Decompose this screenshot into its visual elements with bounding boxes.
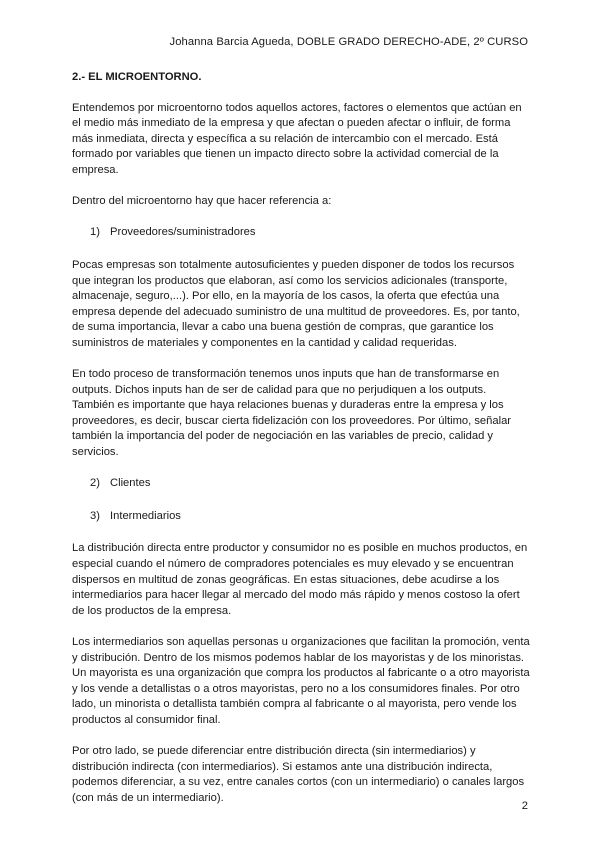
paragraph-intermediarios: Los intermediarios son aquellas personas u organizaciones que facilitan la promoción, venta y distribución. Dentro de los mismos podemos hablar de los mayoristas y de los minoristas. Un mayorista es una organización que compra los productos al fabricante o a otro mayorista y los vende a detallistas o a otros mayoristas, pero no a los consumidores finales. Por otro lado, un minorista o detallista también compra al fabricante o al mayorista, pero vende los productos al consumidor final. bbox=[72, 636, 530, 726]
page-header: Johanna Barcia Agueda, DOBLE GRADO DERECHO-ADE, 2º CURSO bbox=[169, 36, 528, 48]
document-body bbox=[72, 70, 530, 822]
list-item-intermediarios bbox=[72, 509, 530, 525]
page-number: 2 bbox=[521, 800, 528, 812]
list-item-number: 2) bbox=[90, 477, 100, 490]
list-item-proveedores bbox=[72, 225, 530, 241]
list-item-label: Proveedores/suministradores bbox=[110, 226, 256, 239]
section-heading: 2.- EL MICROENTORNO. bbox=[72, 71, 202, 83]
list-item-number: 1) bbox=[90, 226, 100, 239]
paragraph-inputs-outputs: En todo proceso de transformación tenemos unos inputs que han de transformarse en outputs. Dichos inputs han de ser de calidad para que no perjudiquen a los outputs. También es importante que haya relaciones buenas y duraderas entre la empresa y los proveedores, es decir, buscar cierta fidelización con los proveedores. Por último, señalar también la importancia del poder de negociación en las variables de precio, calidad y servicios. bbox=[72, 368, 512, 459]
list-item-label: Clientes bbox=[110, 477, 151, 490]
paragraph-intro-list: Dentro del microentorno hay que hacer referencia a: bbox=[72, 195, 332, 208]
paragraph-proveedores: Pocas empresas son totalmente autosuficientes y pueden disponer de todos los recursos que integran los productos que elaboran, así como los servicios adicionales (transporte, almacenaje, seguro,...). Por ello, en la mayoría de los casos, la oferta que efectúa una empresa depende del adecuado suministro de una multitud de proveedores. Es, por tanto, de suma importancia, llevar a cabo una buena gestión de compras, que garantice los suministros de materiales y componentes en la cantidad y calidad requeridas. bbox=[72, 258, 520, 349]
paragraph-definition: Entendemos por microentorno todos aquellos actores, factores o elementos que actúan en el medio más inmediato de la empresa y que afectan o pueden afectar o influir, de forma más inmediata, directa y específica a su relación de intercambio con el mercado. Está formado por variables que tienen un impacto directo sobre la actividad comercial de la empresa. bbox=[72, 101, 522, 176]
paragraph-distribucion: La distribución directa entre productor y consumidor no es posible en muchos productos, en especial cuando el número de compradores potenciales es muy elevado y se encuentran dispersos en multitud de zonas geográficas. En estas situaciones, debe acudirse a los intermediarios para hacer llegar al mercado del modo más rápido y menos costoso la ofert de los productos de la empresa. bbox=[72, 542, 528, 617]
list-item-clientes bbox=[72, 476, 530, 492]
list-item-label: Intermediarios bbox=[110, 509, 181, 522]
list-item-number: 3) bbox=[90, 509, 100, 522]
paragraph-canales: Por otro lado, se puede diferenciar entre distribución directa (sin intermediarios) y distribución indirecta (con intermediarios). Si estamos ante una distribución indirecta, podemos diferenciar, a su vez, entre canales cortos (con un intermediario) o canales largos (con más de un intermediario). bbox=[72, 745, 525, 804]
